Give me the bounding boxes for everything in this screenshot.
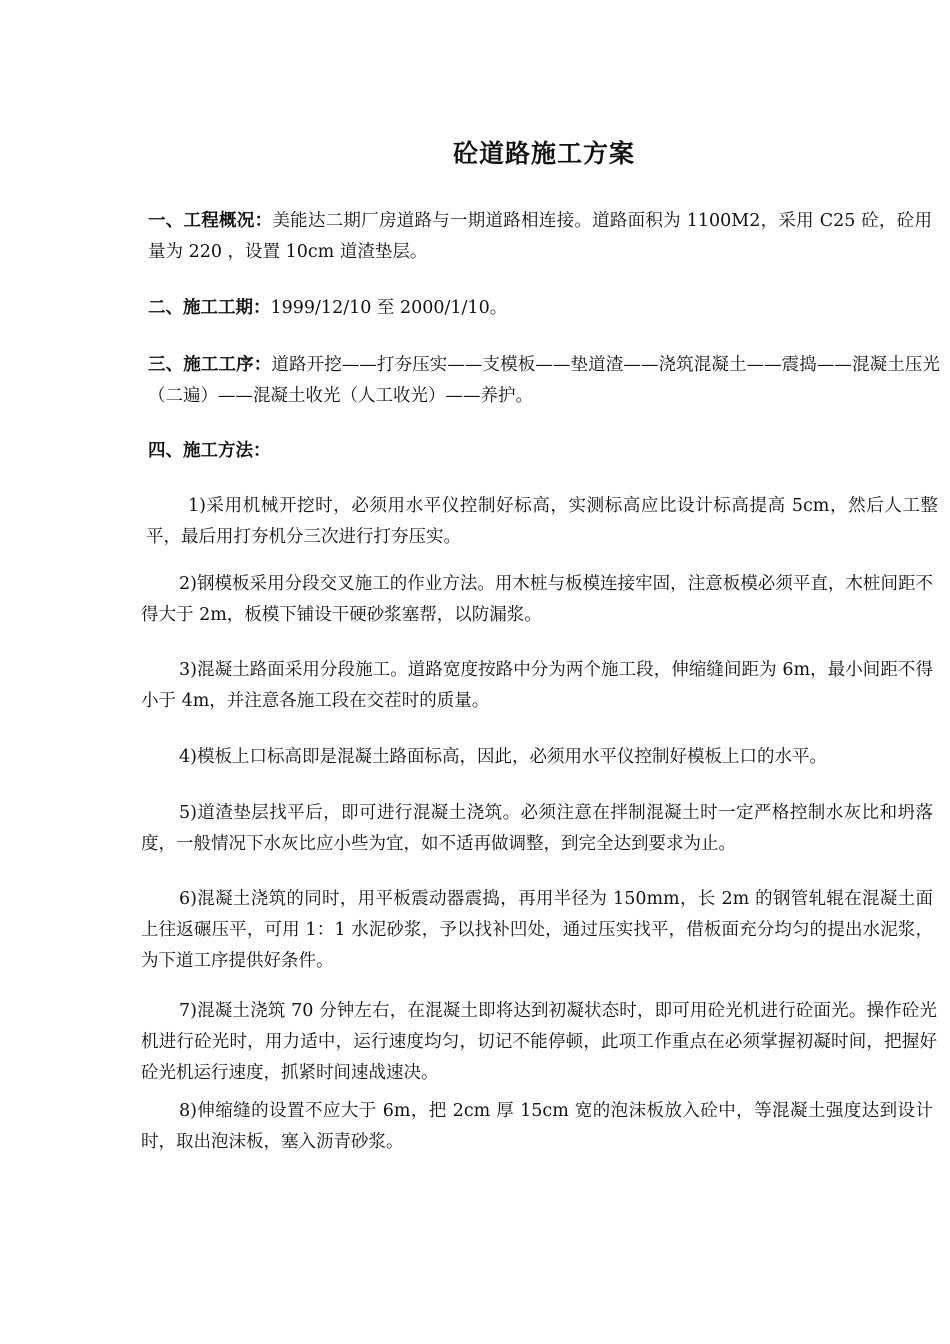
section-process-label: 三、施工工序：: [148, 355, 272, 375]
section-overview: [148, 206, 932, 268]
method-item-8: 8)伸缩缝的设置不应大于 6m，把 2cm 厚 15cm 宽的泡沫板放入砼中，等混凝土强度达到设计时，取出泡沫板，塞入沥青砂浆。: [141, 1101, 933, 1152]
section-schedule-label: 二、施工工期：: [148, 298, 271, 318]
section-methods: [148, 436, 932, 467]
section-schedule: [148, 293, 932, 324]
method-item-7: 7)混凝土浇筑 70 分钟左右，在混凝土即将达到初凝状态时，即可用砼光机进行砼面光。操作砼光机进行砼光时，用力适中，运行速度均匀，切记不能停顿，此项工作重点在必须掌握初凝时间，把握好砼光机运行速度，抓紧时间速战速决。: [141, 1001, 937, 1083]
section-overview-text: 美能达二期厂房道路与一期道路相连接。道路面积为 1100M2，采用 C25 砼，砼用量为 220 ，设置 10cm 道渣垫层。: [148, 211, 933, 262]
section-process: [148, 350, 940, 412]
section-methods-label: 四、施工方法：: [148, 441, 271, 461]
method-item-5: 5)道渣垫层找平后，即可进行混凝土浇筑。必须注意在拌制混凝土时一定严格控制水灰比和坍落度，一般情况下水灰比应小些为宜，如不适再做调整，到完全达到要求为止。: [141, 803, 933, 854]
section-schedule-text: 1999/12/10 至 2000/1/10。: [270, 298, 508, 318]
section-overview-label: 一、工程概况：: [148, 211, 273, 231]
method-item-1: 1)采用机械开挖时，必须用水平仪控制好标高，实测标高应比设计标高提高 5cm，然后人工整平，最后用打夯机分三次进行打夯压实。: [146, 496, 938, 547]
method-item-4: 4)模板上口标高即是混凝土路面标高，因此，必须用水平仪控制好模板上口的水平。: [179, 747, 827, 767]
section-process-text: 道路开挖——打夯压实——支模板——垫道渣——浇筑混凝土——震捣——混凝土压光（二遍）——混凝土收光（人工收光）——养护。: [148, 355, 941, 406]
document-title: 砼道路施工方案: [452, 139, 635, 168]
method-item-6: 6)混凝土浇筑的同时，用平板震动器震捣，再用半径为 150mm，长 2m 的钢管轧辊在混凝土面上往返碾压平，可用 1：1 水泥砂浆，予以找补凹处，通过压实找平，借板面充分均匀的提出水泥浆，为下道工序提供好条件。: [141, 889, 933, 971]
method-item-2: 2)钢模板采用分段交叉施工的作业方法。用木桩与板模连接牢固，注意板模必须平直，木桩间距不得大于 2m，板模下铺设干硬砂浆塞帮，以防漏浆。: [141, 574, 933, 625]
method-item-3: 3)混凝土路面采用分段施工。道路宽度按路中分为两个施工段，伸缩缝间距为 6m，最小间距不得小于 4m，并注意各施工段在交茬时的质量。: [141, 660, 933, 711]
